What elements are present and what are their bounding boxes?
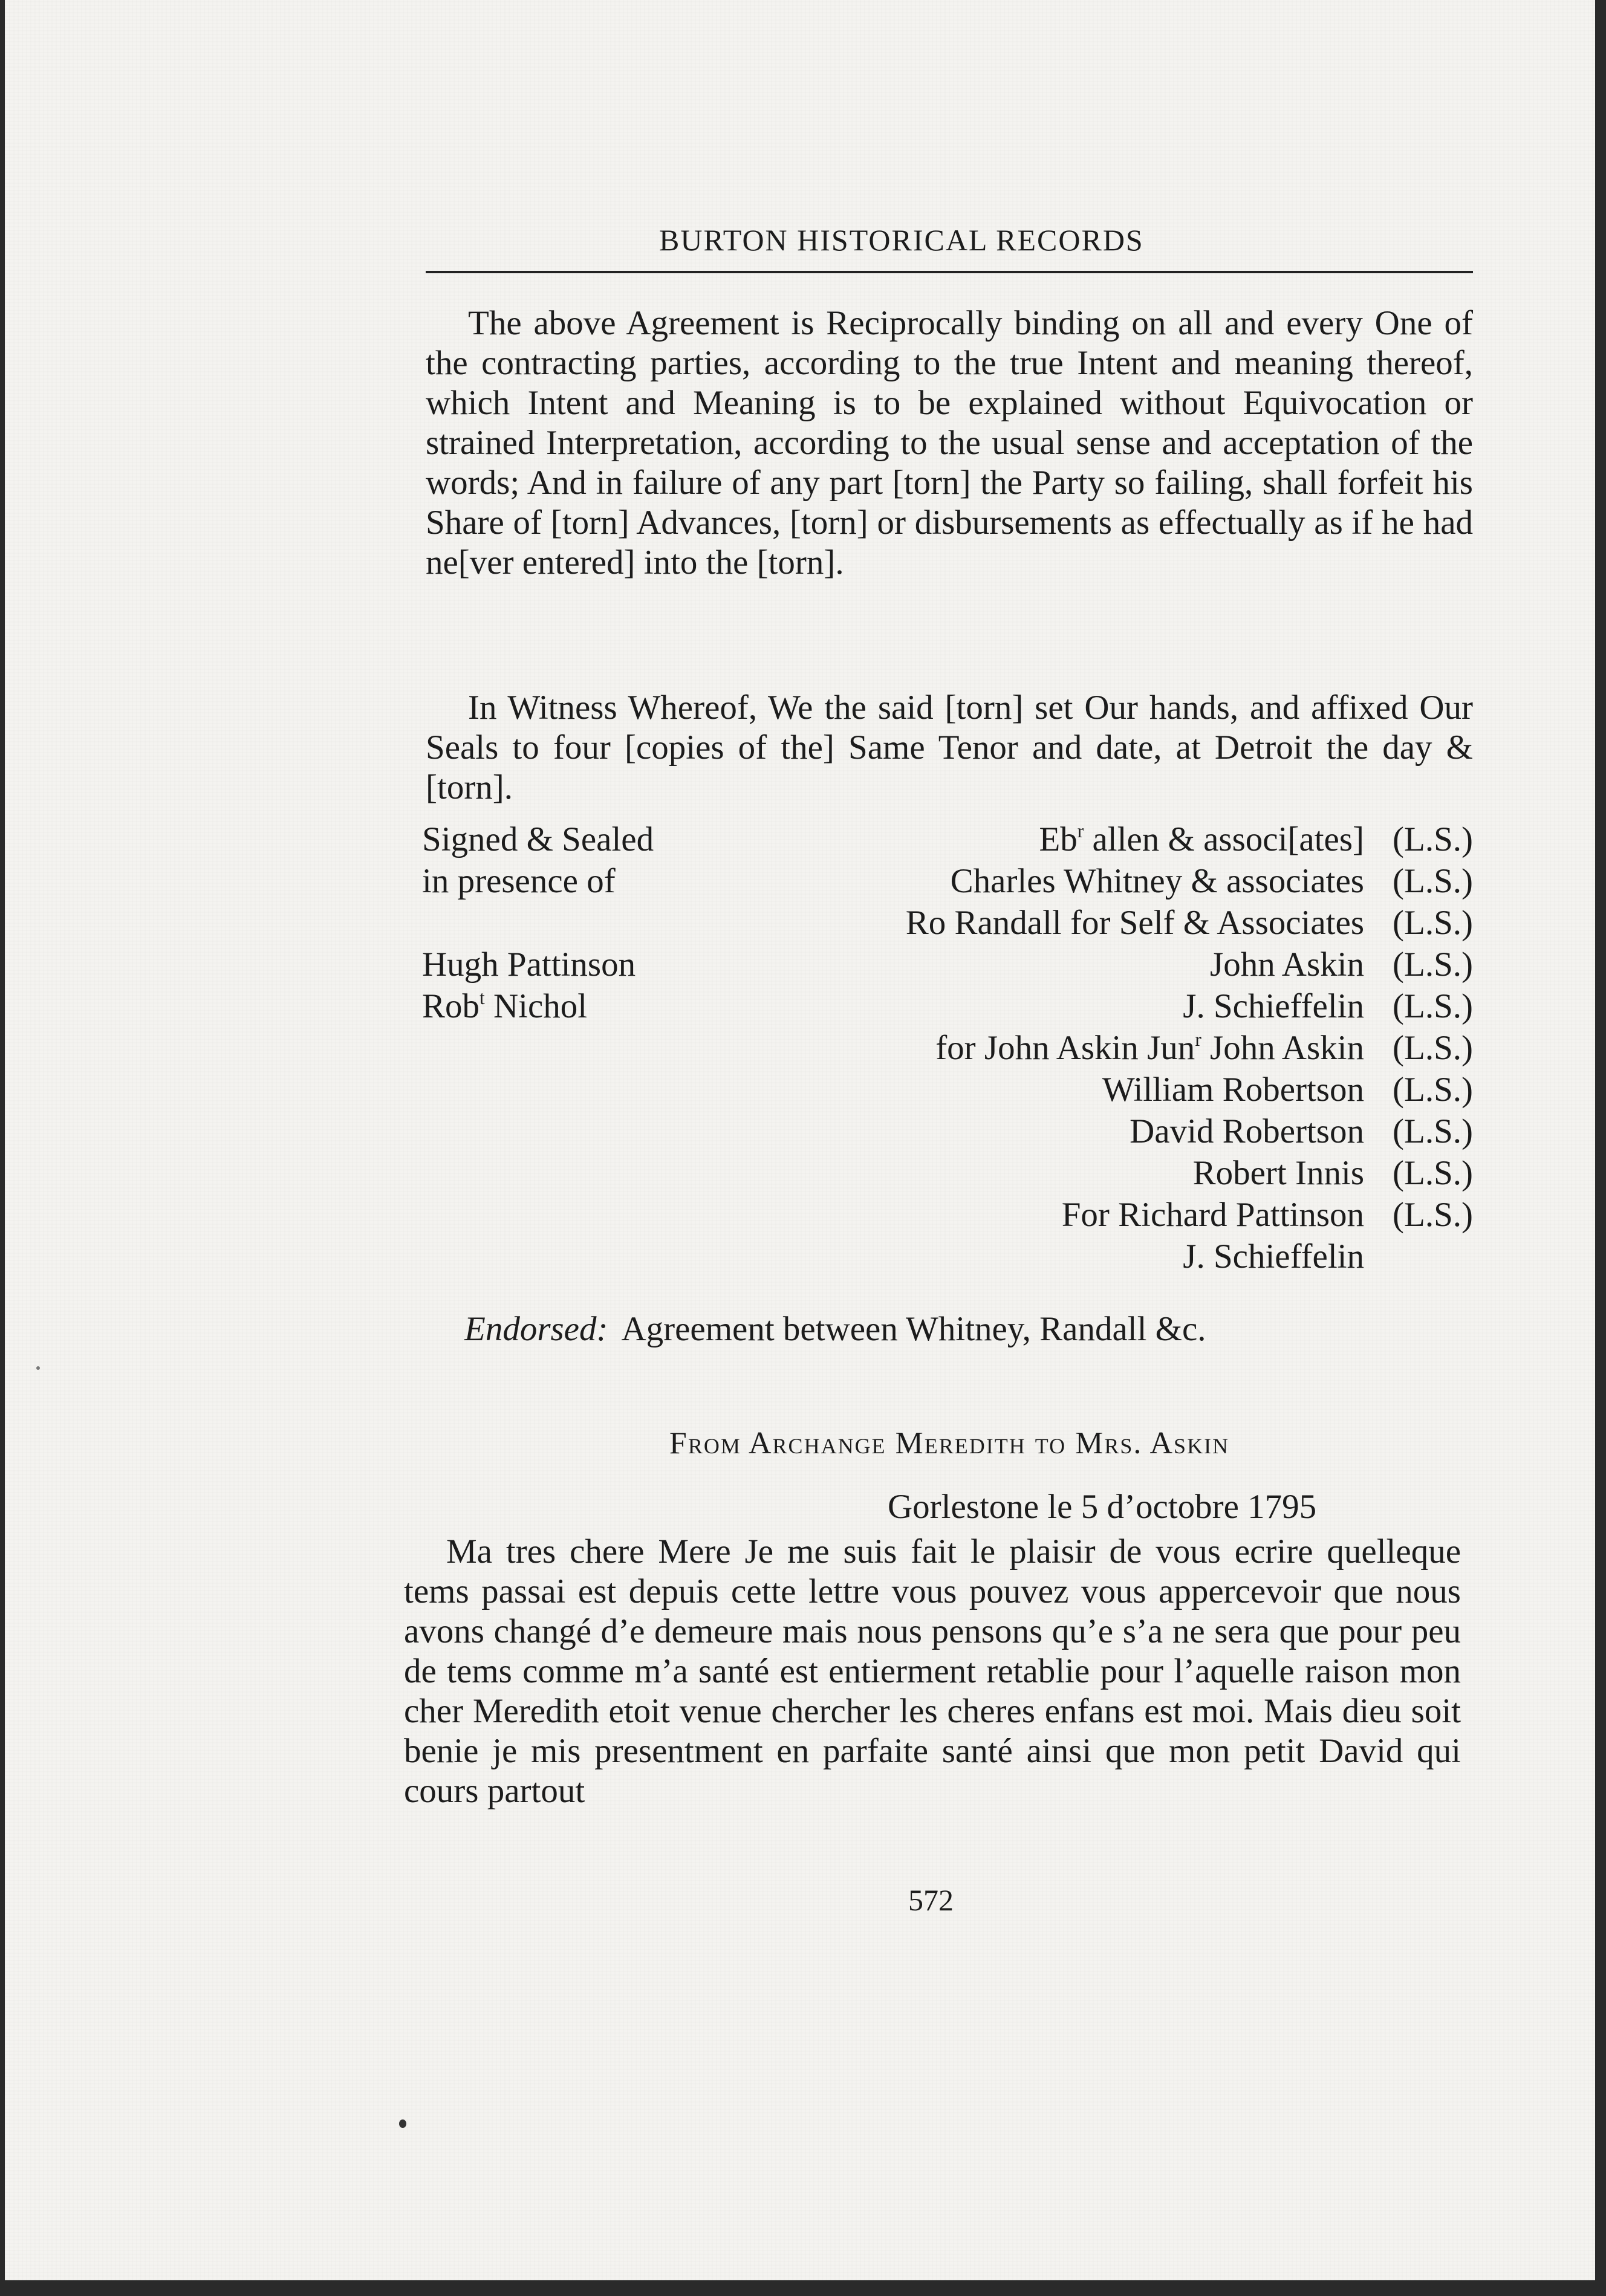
signature-line: Robert Innis (L.S.)	[670, 1152, 1473, 1194]
signature-line: John Askin (L.S.)	[670, 944, 1473, 985]
signature-line: Ro Randall for Self & Associates (L.S.)	[670, 902, 1473, 944]
page-number: 572	[908, 1883, 954, 1917]
seal-mark: (L.S.)	[1393, 1196, 1473, 1234]
seal-mark: (L.S.)	[1393, 820, 1473, 858]
ink-speck	[36, 1366, 40, 1370]
letter-body-container	[404, 1532, 1461, 1811]
letter-body: Ma tres chere Mere Je me suis fait le plaisir de vous ecrire quelleque tems passai est depuis cette lettre vous pouvez vous appercevoir que nous avons changé d’e demeure mais nous pensons qu’e s’a ne sera que pour peu de tems comme m’a santé est entierment retablie pour l’aquelle raison mon cher Meredith etoit venue chercher les cheres enfans est moi. Mais dieu soit benie je mis presentment en parfaite santé ainsi que mon petit David qui cours partout	[404, 1532, 1461, 1810]
in-presence-line: in presence of	[422, 862, 616, 900]
signature-line: J. Schieffelin	[1183, 1237, 1364, 1276]
seal-mark: (L.S.)	[1393, 987, 1473, 1025]
seal-mark: (L.S.)	[1393, 862, 1473, 900]
signature-line: Eb$^r$ allen & associ[ates] (L.S.)	[670, 819, 1473, 860]
signature-line: for John Askin Jun$^r$ John Askin (L.S.)	[670, 1027, 1473, 1069]
endorsement	[464, 1309, 1206, 1349]
seal-mark: (L.S.)	[1393, 1112, 1473, 1150]
seal-mark: (L.S.)	[1393, 1029, 1473, 1067]
signature-line: J. Schieffelin (L.S.)	[670, 985, 1473, 1027]
signature-line: William Robertson (L.S.)	[670, 1069, 1473, 1111]
header-rule	[426, 271, 1473, 273]
signature-line: Charles Whitney & associates (L.S.)	[670, 860, 1473, 902]
seal-mark: (L.S.)	[1393, 945, 1473, 984]
signature-line: David Robertson (L.S.)	[670, 1111, 1473, 1152]
seal-mark: (L.S.)	[1393, 1154, 1473, 1192]
endorsed-label: Endorsed:	[464, 1310, 608, 1348]
document-page	[5, 0, 1595, 2280]
seal-mark: (L.S.)	[1393, 904, 1473, 942]
letter-dateline: Gorlestone le 5 d’octobre 1795	[888, 1488, 1317, 1526]
witness-hugh-pattinson: Hugh Pattinson	[422, 945, 636, 984]
agreement-paragraph: The above Agreement is Reciprocally binding on all and every One of the contracting parties, according to the true Intent and meaning thereof, which Intent and Meaning is to be explained without Equivocation or strained Interpretation, according to the usual sense and acceptation of the words; And in failure of any part [torn] the Party so failing, shall forfeit his Share of [torn] Advances, [torn] or disbursements as effectually as if he had ne[ver entered] into the [torn].	[426, 304, 1473, 582]
running-head: BURTON HISTORICAL RECORDS	[659, 223, 1144, 257]
agreement-paragraph-container	[426, 303, 1473, 583]
endorsed-text: Agreement between Whitney, Randall &c.	[621, 1310, 1206, 1348]
ink-speck	[399, 2119, 406, 2128]
witness-paragraph: In Witness Whereof, We the said [torn] set Our hands, and affixed Our Seals to four [copies of the] Same Tenor and date, at Detroit the day & [torn].	[426, 689, 1473, 806]
seal-mark: (L.S.)	[1393, 1071, 1473, 1109]
signed-sealed-line: Signed & Sealed	[422, 820, 654, 858]
witness-paragraph-container	[426, 688, 1473, 808]
signature-line: For Richard Pattinson (L.S.)	[670, 1194, 1473, 1236]
witness-robt-nichol: Rob$^t$ Nichol	[422, 987, 588, 1025]
letter-heading: From Archange Meredith to Mrs. Askin	[669, 1426, 1230, 1461]
